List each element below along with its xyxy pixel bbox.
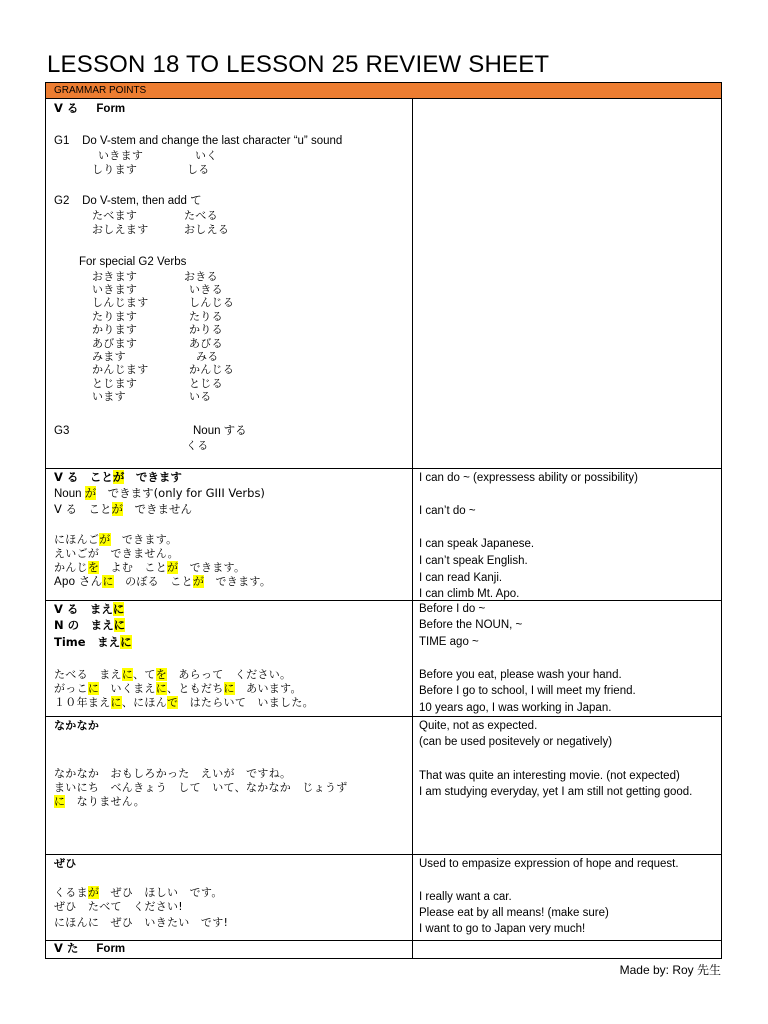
verb-masu: たります [92,310,138,323]
verb-dict: おしえる [184,223,230,236]
verb-masu: いきます [98,149,144,162]
g3-label: G3 [54,425,70,437]
translation: 10 years ago, I was working in Japan. [419,702,612,714]
section-heading: V た Form [54,941,126,955]
section-heading: V る まえに [54,602,125,616]
verb-masu: おきます [92,270,138,283]
example-sentence: にほんに ぜひ いきたい です! [54,916,229,929]
row-vta-form-right [413,941,721,958]
verb-dict: しんじる [189,296,235,309]
verb-masu: しんじます [92,296,149,309]
translation: Please eat by all means! (make sure) [419,907,609,919]
translation: I am studying everyday, yet I am still not getting good. [419,786,693,798]
row-zehi-right [413,855,721,940]
row-vta-form [46,941,721,958]
example-sentence: １０年まえに、にほんで はたらいて いました。 [54,696,314,709]
example-sentence: まいにち べんきょう して いて、なかなか じょうず [54,781,348,794]
verb-masu: とじます [92,377,138,390]
verb-dict: かんじる [189,363,235,376]
row-koto-ga-dekimasu [46,469,721,601]
verb-masu: あびます [92,337,138,350]
meaning: TIME ago ~ [419,636,479,648]
example-sentence: ぜひ たべて ください! [54,900,184,913]
row-mae-ni [46,601,721,717]
row-zehi [46,855,721,941]
example-sentence: がっこに いくまえに、ともだちに あいます。 [54,682,302,695]
special-g2-label: For special G2 Verbs [79,256,187,268]
author-credit: Made by: Roy 先生 [619,963,721,977]
row-zehi-left [46,855,413,940]
g2-rule: G2 Do V-stem, then add て [54,195,202,207]
review-table [45,82,722,959]
meaning: I can do ~ (expressess ability or possibility) [419,472,638,484]
meaning: Quite, not as expected. [419,720,538,732]
meaning: Before the NOUN, ~ [419,619,523,631]
verb-dict: たべる [184,209,218,222]
section-heading: Time まえに [54,635,132,649]
translation: I really want a car. [419,891,512,903]
translation: That was quite an interesting movie. (not expected) [419,770,680,782]
verb-dict: いる [189,390,212,403]
verb-masu: かります [92,323,138,336]
example-sentence: に なりません。 [54,795,146,808]
translation: I can read Kanji. [419,572,503,584]
g3-noun-suru: Noun する [193,425,247,437]
meaning: (can be used positevely or negatively) [419,736,613,748]
verb-masu: います [92,390,126,403]
translation: I want to go to Japan very much! [419,923,586,935]
row-vru-form-left [46,99,413,468]
noun-ga-dekimasu: Noun が できます(only for GIII Verbs) [54,486,265,500]
example-sentence: なかなか おもしろかった えいが ですね。 [54,767,292,780]
verb-dict: いきる [189,283,223,296]
meaning: Before I do ~ [419,603,486,615]
row-koto-left [46,469,413,600]
section-heading: V る ことが できます [54,470,182,484]
row-mae-ni-left [46,601,413,716]
verb-dict: おきる [184,270,218,283]
verb-dict: しる [187,163,210,176]
g3-kuru: くる [186,439,209,452]
verb-dict: いく [195,149,218,162]
verb-masu: しります [92,163,138,176]
row-mae-ni-right [413,601,721,716]
example-sentence: にほんごが できます。 [54,533,178,546]
verb-dict: みる [196,350,219,363]
section-heading: N の まえに [54,618,126,632]
verb-masu: おしえます [92,223,149,236]
translation: Before you eat, please wash your hand. [419,669,622,681]
translation: I can climb Mt. Apo. [419,588,520,600]
translation: I can’t speak English. [419,555,528,567]
translation: Before I go to school, I will meet my friend. [419,685,636,697]
meaning: I can’t do ~ [419,505,476,517]
example-sentence: えいごが できません。 [54,547,179,560]
verb-masu: たべます [92,209,138,222]
row-vta-form-left [46,941,413,958]
page-title: LESSON 18 TO LESSON 25 REVIEW SHEET [47,51,550,78]
row-nakanaka-right [413,717,721,854]
row-vru-form-right [413,99,721,468]
row-vru-form [46,99,721,469]
row-nakanaka [46,717,721,855]
verb-dict: とじる [189,377,223,390]
example-sentence: Apo さんに のぼる ことが できます。 [54,575,272,588]
verb-dict: たりる [189,310,223,323]
verb-masu: いきます [92,283,138,296]
section-heading: なかなか [54,719,100,732]
meaning: Used to empasize expression of hope and request. [419,858,679,870]
row-nakanaka-left [46,717,413,854]
dekimasen-line: V る ことが できません [54,502,193,516]
example-sentence: かんじを よむ ことが できます。 [54,561,246,574]
grammar-points-header: GRAMMAR POINTS [46,83,721,99]
example-sentence: くるまが ぜひ ほしい です。 [54,886,223,899]
verb-masu: みます [92,350,126,363]
row-koto-right [413,469,721,600]
verb-dict: あびる [189,337,223,350]
verb-masu: かんじます [92,363,149,376]
section-heading: ぜひ [54,857,77,870]
verb-dict: かりる [189,323,223,336]
example-sentence: たべる まえに、てを あらって ください。 [54,668,292,681]
g1-rule: G1 Do V-stem and change the last character “u” sound [54,135,343,147]
translation: I can speak Japanese. [419,538,535,550]
section-heading: V る Form [54,101,126,115]
